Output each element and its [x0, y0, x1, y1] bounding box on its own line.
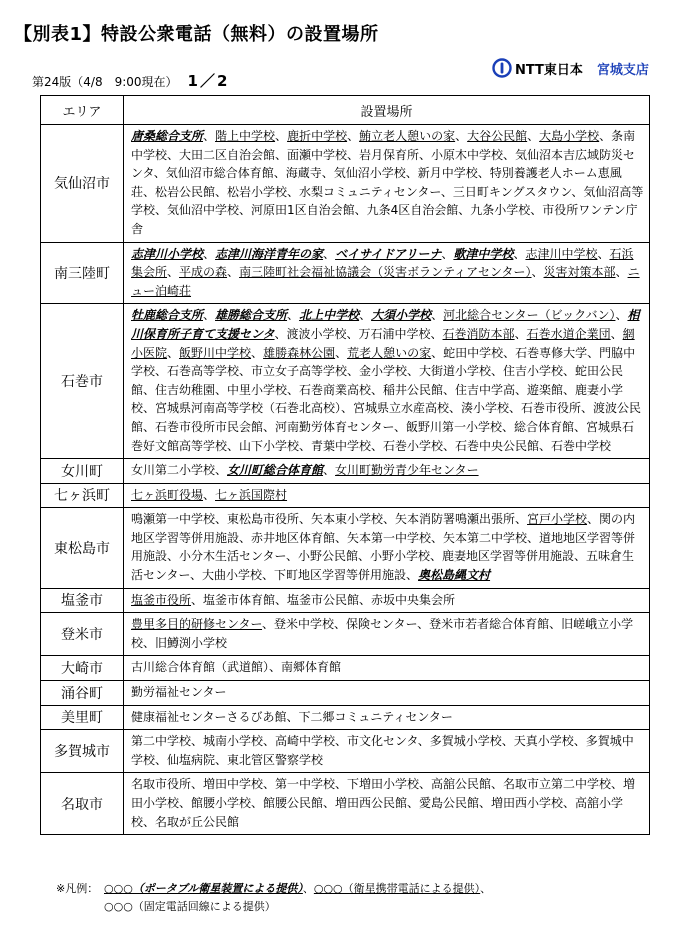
table-row	[41, 681, 650, 706]
table-row	[41, 730, 650, 773]
table-row	[41, 656, 650, 681]
places-cell	[124, 483, 650, 508]
location-text: 、塩釜市体育館、塩釜市公民館、赤坂中央集会所	[191, 592, 456, 607]
legend-portable: ○○○（ポータブル衛星装置による提供）	[104, 882, 303, 895]
area-name: 大崎市	[41, 656, 124, 681]
location-name: 石巻消防本部	[442, 326, 515, 341]
location-name: 女川町総合体育館	[227, 463, 324, 478]
location-name: 唐桑総合支所	[131, 129, 204, 143]
area-name: 東松島市	[41, 508, 124, 588]
table-header-row	[41, 96, 650, 125]
location-name: 七ヶ浜町役場	[131, 487, 204, 502]
location-text: 、	[203, 487, 216, 502]
places-cell	[124, 705, 650, 730]
location-text: 、	[251, 345, 264, 360]
area-name: 塩釜市	[41, 588, 124, 613]
header-places: 設置場所	[124, 96, 650, 125]
area-name: 美里町	[41, 705, 124, 730]
page-title: 【別表1】特設公衆電話（無料）の設置場所	[14, 24, 379, 45]
location-name: 牡鹿総合支所	[131, 308, 204, 323]
location-name: 階上中学校	[215, 129, 276, 143]
location-text: 、渡波小学校、万石浦中学校、	[274, 326, 443, 341]
location-name: 北上中学校	[299, 308, 360, 323]
location-text: 、	[167, 265, 180, 280]
location-name: ニュー泊崎荘	[131, 265, 640, 298]
location-text: 、	[441, 246, 454, 261]
location-text: 、	[203, 129, 216, 143]
places-cell	[124, 459, 650, 484]
area-name: 多賀城市	[41, 730, 124, 773]
places-cell	[124, 508, 650, 588]
location-name: 荒老人憩いの家	[347, 345, 432, 360]
table-row	[41, 242, 650, 304]
area-name: 七ヶ浜町	[41, 483, 124, 508]
location-name: 鹿折中学校	[287, 129, 348, 143]
location-text: 、	[335, 345, 348, 360]
header-area: エリア	[41, 96, 124, 125]
table-row	[41, 125, 650, 243]
places-cell	[124, 613, 650, 656]
brand-name: NTT東日本	[515, 62, 583, 78]
location-name: 奥松島縄文村	[418, 568, 491, 583]
location-name: 雄勝森林公園	[263, 345, 336, 360]
location-name: ベイサイドアリーナ	[335, 246, 442, 261]
location-name: 塩釜市役所	[131, 592, 192, 607]
area-name: 南三陸町	[41, 242, 124, 304]
location-text: 、	[323, 246, 336, 261]
location-name: 南三陸町社会福祉協議会（災害ボランティアセンター）	[239, 265, 532, 280]
location-text: 名取市役所、増田中学校、第一中学校、下増田小学校、高舘公民館、名取市立第二中学校、増田小学校、館腰小学校、館腰公民館、増田西公民館、愛島公民館、増田西小学校、高舘小学校、名取が丘公民館	[131, 777, 636, 829]
places-cell	[124, 681, 650, 706]
table-row	[41, 705, 650, 730]
location-name: 相川保育所子育て支援センタ	[131, 308, 640, 341]
location-name: 大島小学校	[539, 129, 600, 143]
ntt-logo-icon	[492, 58, 512, 78]
location-name: 平成の森	[179, 265, 228, 280]
location-text: 、	[610, 326, 623, 341]
location-text: 古川総合体育館（武道館）、南郷体育館	[131, 660, 342, 675]
table-row	[41, 459, 650, 484]
legend-satellite: ○○○（衛星携帯電話による提供）	[313, 882, 481, 895]
places-cell	[124, 304, 650, 459]
location-text: 健康福祉センターさるびあ館、下二郷コミュニティセンター	[131, 709, 453, 724]
location-text: 、	[514, 326, 527, 341]
location-name: 志津川中学校	[525, 246, 598, 261]
area-name: 女川町	[41, 459, 124, 484]
location-text: 、	[203, 246, 216, 261]
location-name: 河北総合センター（ビックバン）	[443, 308, 616, 323]
area-name: 気仙沼市	[41, 125, 124, 243]
location-text: 、	[597, 246, 610, 261]
area-name: 名取市	[41, 773, 124, 835]
legend-fixed: ○○○（固定電話回線による提供）	[104, 900, 276, 913]
location-text: 、登米中学校、保険センター、登米市若者総合体育館、旧嵯峨立小学校、旧鱒渕小学校	[131, 617, 634, 650]
location-name: 歌津中学校	[453, 246, 514, 261]
location-name: 石浜集会所	[131, 246, 634, 280]
location-name: 豊里多目的研修センター	[131, 617, 263, 632]
location-text: 、	[359, 308, 372, 323]
legend-trail: 、	[480, 882, 492, 895]
location-name: 七ヶ浜国際村	[215, 487, 288, 502]
location-text: 勤労福祉センター	[131, 685, 227, 700]
location-text: 、	[275, 129, 288, 143]
location-text: 、	[431, 308, 444, 323]
locations-table	[40, 95, 650, 835]
location-text: 、	[347, 129, 360, 143]
location-text: 鳴瀬第一中学校、東松島市役所、矢本東小学校、矢本消防署鳴瀬出張所、	[131, 512, 528, 527]
location-name: 鮪立老人憩いの家	[359, 129, 456, 143]
location-text: 、蛇田中学校、石巻専修大学、門脇中学校、石巻高等学校、市立女子高等学校、金小学校、大街道小学校、住吉小学校、蛇田公民館、住吉幼稚園、中里小学校、石巻商業高校、稲井公民館、住吉中学高、遊楽館、鹿妻小学校、宮城県河南高等学校（石巻北高校）、宮城県立水産高校、湊小学校、石巻市役所、渡波公民館、石巻市役所市民会館、河南勤労体育センター、飯野川第一小学校、総合体育館、宮城県石巻好文館高等学校、山下小学校、青葉中学校、石巻小学校、石巻中央公民館、石巻中学校	[131, 345, 642, 453]
legend-sep: 、	[302, 882, 314, 895]
location-name: 網小医院	[131, 326, 635, 360]
places-cell	[124, 242, 650, 304]
location-name: 雄勝総合支所	[215, 308, 288, 323]
places-cell	[124, 125, 650, 243]
location-text: 、	[513, 246, 526, 261]
table-row	[41, 304, 650, 459]
page-number: 1／2	[187, 72, 230, 90]
location-text: 、条南中学校、大田二区自治会館、面瀬中学校、岩月保育所、小原木中学校、気仙沼本吉広域防災センタ、気仙沼市総合体育館、海蔵寺、気仙沼小学校、新月中学校、特別養護老人ホーム恵風荘、松岩公民館、松岩小学校、水梨コミュニティセンター、三日町キングスタウン、気仙沼高等学校、気仙沼中学校、河原田1区自治会館、九条4区自治会館、九条小学校、市役所ワンテン庁舎	[131, 129, 644, 236]
version-text: 第24版（4/8 9:00現在）	[32, 75, 178, 89]
area-name: 石巻市	[41, 304, 124, 459]
location-name: 飯野川中学校	[179, 345, 252, 360]
location-name: 災害対策本部	[543, 265, 616, 280]
ntt-logo	[492, 58, 649, 78]
places-cell	[124, 730, 650, 773]
table-row	[41, 773, 650, 835]
table-row	[41, 508, 650, 588]
location-name: 大須小学校	[371, 308, 432, 323]
table-row	[41, 483, 650, 508]
legend-prefix: ※凡例：	[56, 882, 99, 895]
location-name: 石巻水道企業団	[526, 326, 611, 341]
location-text: 、	[455, 129, 468, 143]
location-text: 、	[615, 265, 628, 280]
version-info	[32, 70, 229, 91]
table-row	[41, 613, 650, 656]
location-text: 、	[167, 345, 180, 360]
location-name: 志津川小学校	[131, 246, 204, 261]
location-text: 、	[287, 308, 300, 323]
location-text: 、	[323, 463, 336, 478]
location-text: 、関の内地区学習等併用施設、赤井地区体育館、矢本第一中学校、矢本第二中学校、道地地区学習等併用施設、小分木生活センター、小野公民館、小野小学校、鹿妻地区学習等併用施設、五味倉生活センター、大曲小学校、下町地区学習等併用施設、	[131, 512, 636, 583]
places-cell	[124, 588, 650, 613]
location-text: 、	[615, 308, 628, 323]
location-name: 女川町勤労青少年センター	[335, 463, 479, 478]
location-text: 、	[203, 308, 216, 323]
location-text: 、	[531, 265, 544, 280]
location-name: 志津川海洋青年の家	[215, 246, 324, 261]
area-name: 登米市	[41, 613, 124, 656]
brand-branch: 宮城支店	[596, 62, 649, 78]
location-name: 大谷公民館	[467, 129, 528, 143]
table-row	[41, 588, 650, 613]
location-text: 、	[527, 129, 540, 143]
area-name: 涌谷町	[41, 681, 124, 706]
location-name: 宮戸小学校	[527, 512, 588, 527]
location-text: 女川第二小学校、	[131, 463, 228, 478]
places-cell	[124, 656, 650, 681]
places-cell	[124, 773, 650, 835]
location-text: 、	[227, 265, 240, 280]
legend	[56, 880, 491, 916]
location-text: 第二中学校、城南小学校、高崎中学校、市文化センタ、多賀城小学校、天真小学校、多賀城中学校、仙塩病院、東北管区警察学校	[131, 734, 634, 767]
